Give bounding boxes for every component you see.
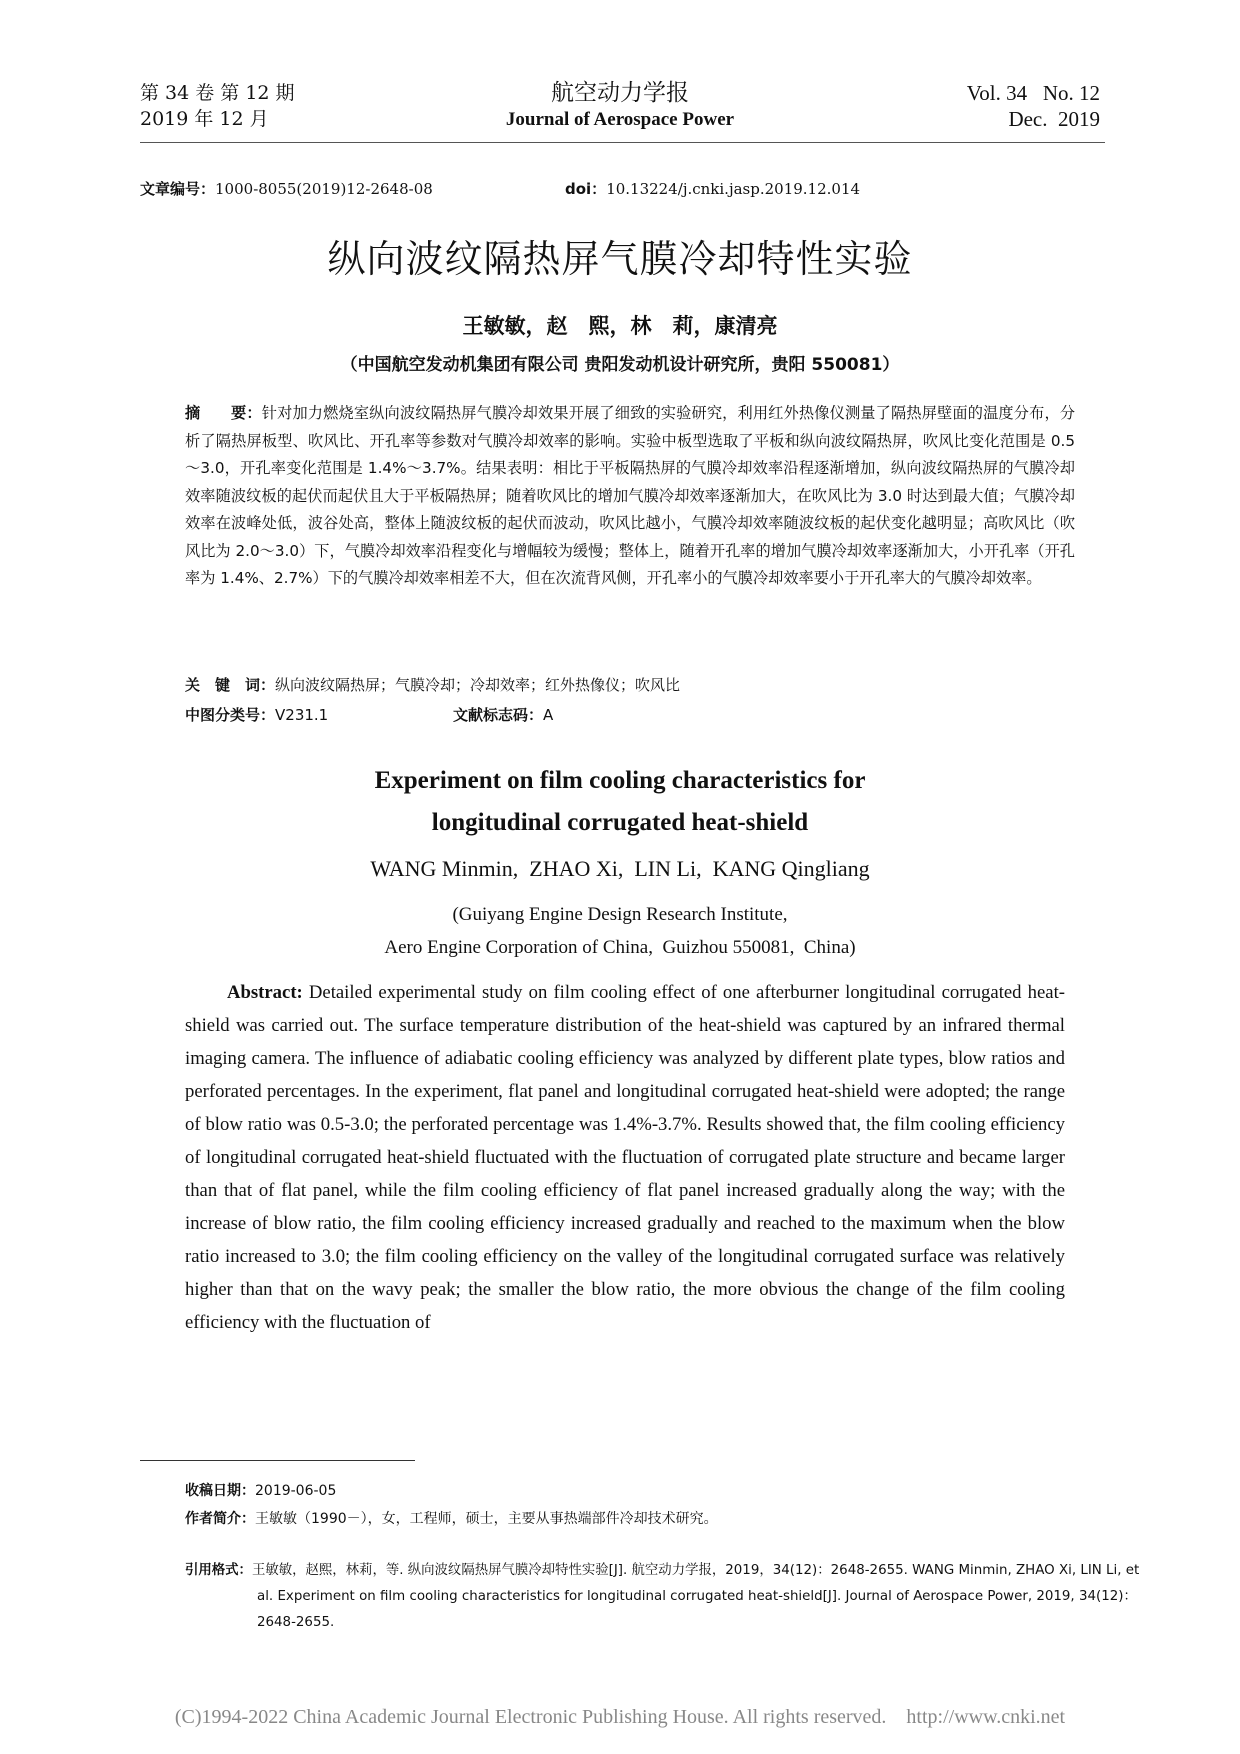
volume-issue-en: Vol. 34 No. 12 <box>966 81 1100 105</box>
journal-name-en: Journal of Aerospace Power <box>505 109 735 130</box>
citation-format <box>185 1558 1152 1636</box>
abstract-cn-text: 针对加力燃烧室纵向波纹隔热屏气膜冷却效果开展了细致的实验研究，利用红外热像仪测量了隔热屏壁面的温度分布，分析了隔热屏板型、吹风比、开孔率等参数对气膜冷却效率的影响。实验中板型选取了平板和纵向波纹隔热屏，吹风比变化范围是 0.5～3.0，开孔率变化范围是 1.4%～3.7%。结果表明：相比于平板隔热屏的气膜冷却效率沿程逐渐增加，纵向波纹隔热屏的气膜冷却效率随波纹板的起伏而起伏且大于平板隔热屏；随着吹风比的增加气膜冷却效率逐渐加大，在吹风比为 3.0 时达到最大值；气膜冷却效率在波峰处低，波谷处高，整体上随波纹板的起伏而波动，吹风比越小，气膜冷却效率随波纹板的起伏变化越明显；高吹风比（吹风比为 2.0～3.0）下，气膜冷却效率沿程变化与增幅较为缓慢；整体上，随着开孔率的增加气膜冷却效率逐渐加大，小开孔率（开孔率为 1.4%、2.7%）下的气膜冷却效率相差不大，但在次流背风侧，开孔率小的气膜冷却效率要小于开孔率大的气膜冷却效率。 <box>185 404 1076 587</box>
abstract-en-text: Detailed experimental study on film cooling effect of one afterburner longitudinal corrugated heat-shield was carried out. The surface temperature distribution of the heat-shield was captured by an infrared thermal imaging camera. The influence of adiabatic cooling efficiency was analyzed by different plate types, blow ratios and perforated percentages. In the experiment, flat panel and longitudinal corrugated heat-shield were adopted; the range of blow ratio was 0.5-3.0; the perforated percentage was 1.4%-3.7%. Results showed that, the film cooling efficiency of longitudinal corrugated heat-shield fluctuated with the fluctuation of corrugated plate structure and became larger than that of flat panel, while the film cooling efficiency of flat panel increased gradually along the way; with the increase of blow ratio, the film cooling efficiency increased gradually and reached to the maximum when the blow ratio increased to 3.0; the film cooling efficiency on the valley of the longitudinal corrugated surface was relatively higher than that on the wavy peak; the smaller the blow ratio, the more obvious the change of the film cooling efficiency with the fluctuation of <box>185 982 1066 1333</box>
keywords-label: 关 键 词： <box>185 676 276 694</box>
cite-value: 王敏敏，赵熙，林莉，等. 纵向波纹隔热屏气膜冷却特性实验[J]. 航空动力学报，2019，34(12)：2648-2655. WANG Minmin, ZHAO Xi, LIN Li, et al. Experiment on film cooling characteristics for longitudinal corrugated heat-shield[J]. Journal of Aerospace Power, 2019, 34(12)：2648-2655. <box>251 1563 1140 1630</box>
date-cn: 2019 年 12 月 <box>140 108 269 130</box>
header-divider <box>140 142 1105 143</box>
received-value: 2019-06-05 <box>255 1483 337 1499</box>
clc-value: V231.1 <box>275 706 329 724</box>
footnote-divider <box>140 1460 415 1461</box>
doi-value: 10.13224/j.cnki.jasp.2019.12.014 <box>606 180 861 198</box>
classification <box>185 704 554 725</box>
authors-en: WANG Minmin, ZHAO Xi, LIN Li, KANG Qingliang <box>370 856 870 881</box>
cite-label: 引用格式： <box>185 1563 252 1578</box>
date-en: Dec. 2019 <box>1008 107 1100 131</box>
title-en-line1: Experiment on film cooling characteristics for <box>374 767 866 794</box>
keywords-text: 纵向波纹隔热屏；气膜冷却；冷却效率；红外热像仪；吹风比 <box>275 676 681 694</box>
doc-label: 文献标志码： <box>453 706 544 724</box>
keywords-cn <box>185 674 680 695</box>
affiliation-cn: （中国航空发动机集团有限公司 贵阳发动机设计研究所，贵阳 550081） <box>340 355 900 375</box>
abstract-cn <box>185 400 1075 593</box>
received-date <box>185 1480 336 1500</box>
authors-cn: 王敏敏，赵 熙，林 莉，康清亮 <box>462 314 778 338</box>
journal-issue-en <box>967 80 1100 132</box>
article-number-value: 1000-8055(2019)12-2648-08 <box>215 180 433 198</box>
abstract-en-label: Abstract: <box>227 982 303 1003</box>
bio-value: 王敏敏（1990－），女，工程师，硕士，主要从事热端部件冷却技术研究。 <box>255 1511 718 1527</box>
title-cn: 纵向波纹隔热屏气膜冷却特性实验 <box>327 237 913 281</box>
volume-issue-cn: 第 34 卷 第 12 期 <box>140 82 295 104</box>
clc-label: 中图分类号： <box>185 706 276 724</box>
journal-name-cn: 航空动力学报 <box>551 80 689 106</box>
article-number <box>140 178 433 199</box>
abstract-cn-label: 摘 要： <box>185 404 262 422</box>
article-number-label: 文章编号： <box>140 180 216 198</box>
abstract-en <box>185 976 1065 1339</box>
bio-label: 作者简介： <box>185 1511 255 1527</box>
title-en <box>0 760 1240 844</box>
doi <box>565 178 860 199</box>
title-en-line2: longitudinal corrugated heat-shield <box>431 809 809 836</box>
affiliation-en-line1: (Guiyang Engine Design Research Institute, <box>452 904 788 925</box>
affiliation-en <box>0 898 1240 964</box>
doi-label: doi： <box>565 180 607 198</box>
document-code <box>453 704 553 725</box>
doc-value: A <box>543 706 554 724</box>
copyright-notice: (C)1994-2022 China Academic Journal Electronic Publishing House. All rights reserved. http://www.cnki.net <box>174 1706 1066 1728</box>
affiliation-en-line2: Aero Engine Corporation of China, Guizhou 550081, China) <box>384 937 856 958</box>
received-label: 收稿日期： <box>185 1483 255 1499</box>
author-bio <box>185 1508 718 1528</box>
